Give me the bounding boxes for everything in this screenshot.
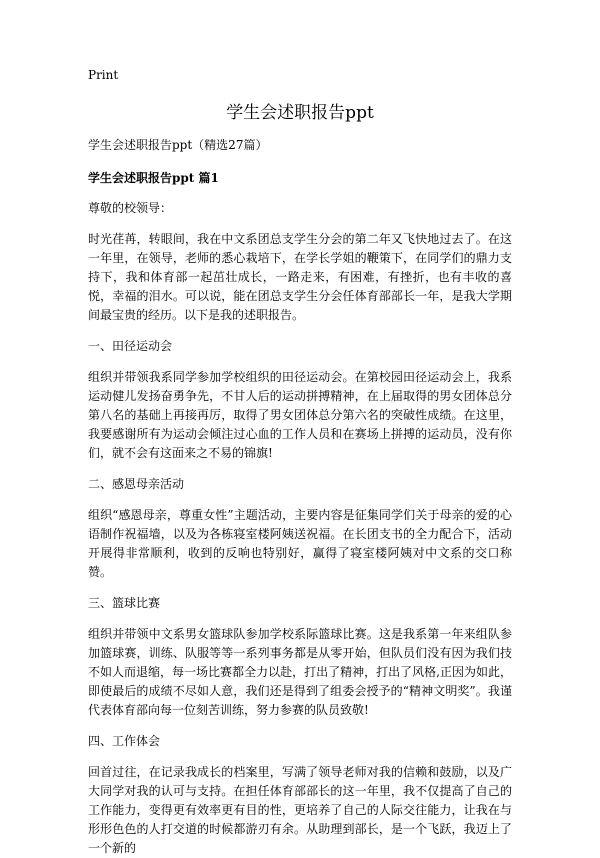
heading-work-reflection: 四、工作体会 bbox=[88, 734, 161, 748]
heading-track-meet: 一、田径运动会 bbox=[88, 339, 173, 353]
document-page bbox=[88, 66, 512, 858]
heading-mother-event: 二、感恩母亲活动 bbox=[88, 477, 185, 491]
page-title: 学生会述职报告ppt bbox=[226, 103, 374, 123]
paragraph-track-meet: 组织并带领我系同学参加学校组织的田径运动会。在第校园田径运动会上，我系运动健儿发扬奋勇争先，不甘人后的运动拼搏精神，在上届取得的男女团体总分第八名的基础上再接再厉，取得了男女团体总分第六名的突破性成绩。在这里，我要感谢所有为运动会倾注过心血的工作人员和在赛场上拼搏的运动员，没有你们，就不会有这面来之不易的锦旗! bbox=[88, 370, 512, 460]
print-link[interactable]: Print bbox=[88, 68, 119, 82]
section-title: 学生会述职报告ppt 篇1 bbox=[88, 171, 219, 185]
greeting: 尊敬的校领导： bbox=[88, 201, 173, 215]
paragraph-mother-event: 组织“感恩母亲，尊重女性”主题活动，主要内容是征集同学们关于母亲的爱的心语制作祝福墙，以及为各栋寝室楼阿姨送祝福。在长团支书的全力配合下，活动开展得非常顺利，收到的反响也特别好，赢得了寝室楼阿姨对中文系的交口称赞。 bbox=[88, 508, 512, 579]
intro-paragraph: 时光荏苒，转眼间，我在中文系团总支学生分会的第二年又飞快地过去了。在这一年里，在领导，老师的悉心栽培下，在学长学姐的鞭策下，在同学们的鼎力支持下，我和体育部一起茁壮成长，一路走来，有困难，有挫折，也有丰收的喜悦，幸福的泪水。可以说，能在团总支学生分会任体育部部长一年，是我大学期间最宝贵的经历。以下是我的述职报告。 bbox=[88, 232, 512, 322]
paragraph-basketball: 组织并带领中文系男女篮球队参加学校系际篮球比赛。这是我系第一年来组队参加篮球赛，训练、队服等等一系列事务都是从零开始，但队员们没有因为我们技不如人而退缩，每一场比赛都全力以赴，打出了精神，打出了风格,正因为如此，即使最后的成绩不尽如人意，我们还是得到了组委会授予的“精神文明奖”。我谨代表体育部向每一位刻苦训练，努力参赛的队员致敬! bbox=[88, 627, 512, 717]
paragraph-work-reflection: 回首过往，在记录我成长的档案里，写满了领导老师对我的信赖和鼓励，以及广大同学对我的认可与支持。在担任体育部部长的这一年里，我不仅提高了自己的工作能力，变得更有效率更有目的性，更培养了自己的人际交往能力，让我在与形形色色的人打交道的时候都游刃有余。从助理到部长，是一个飞跃，我迈上了一个新的 bbox=[88, 765, 512, 855]
document-subtitle: 学生会述职报告ppt（精选27篇） bbox=[88, 138, 268, 152]
heading-basketball: 三、篮球比赛 bbox=[88, 596, 161, 610]
